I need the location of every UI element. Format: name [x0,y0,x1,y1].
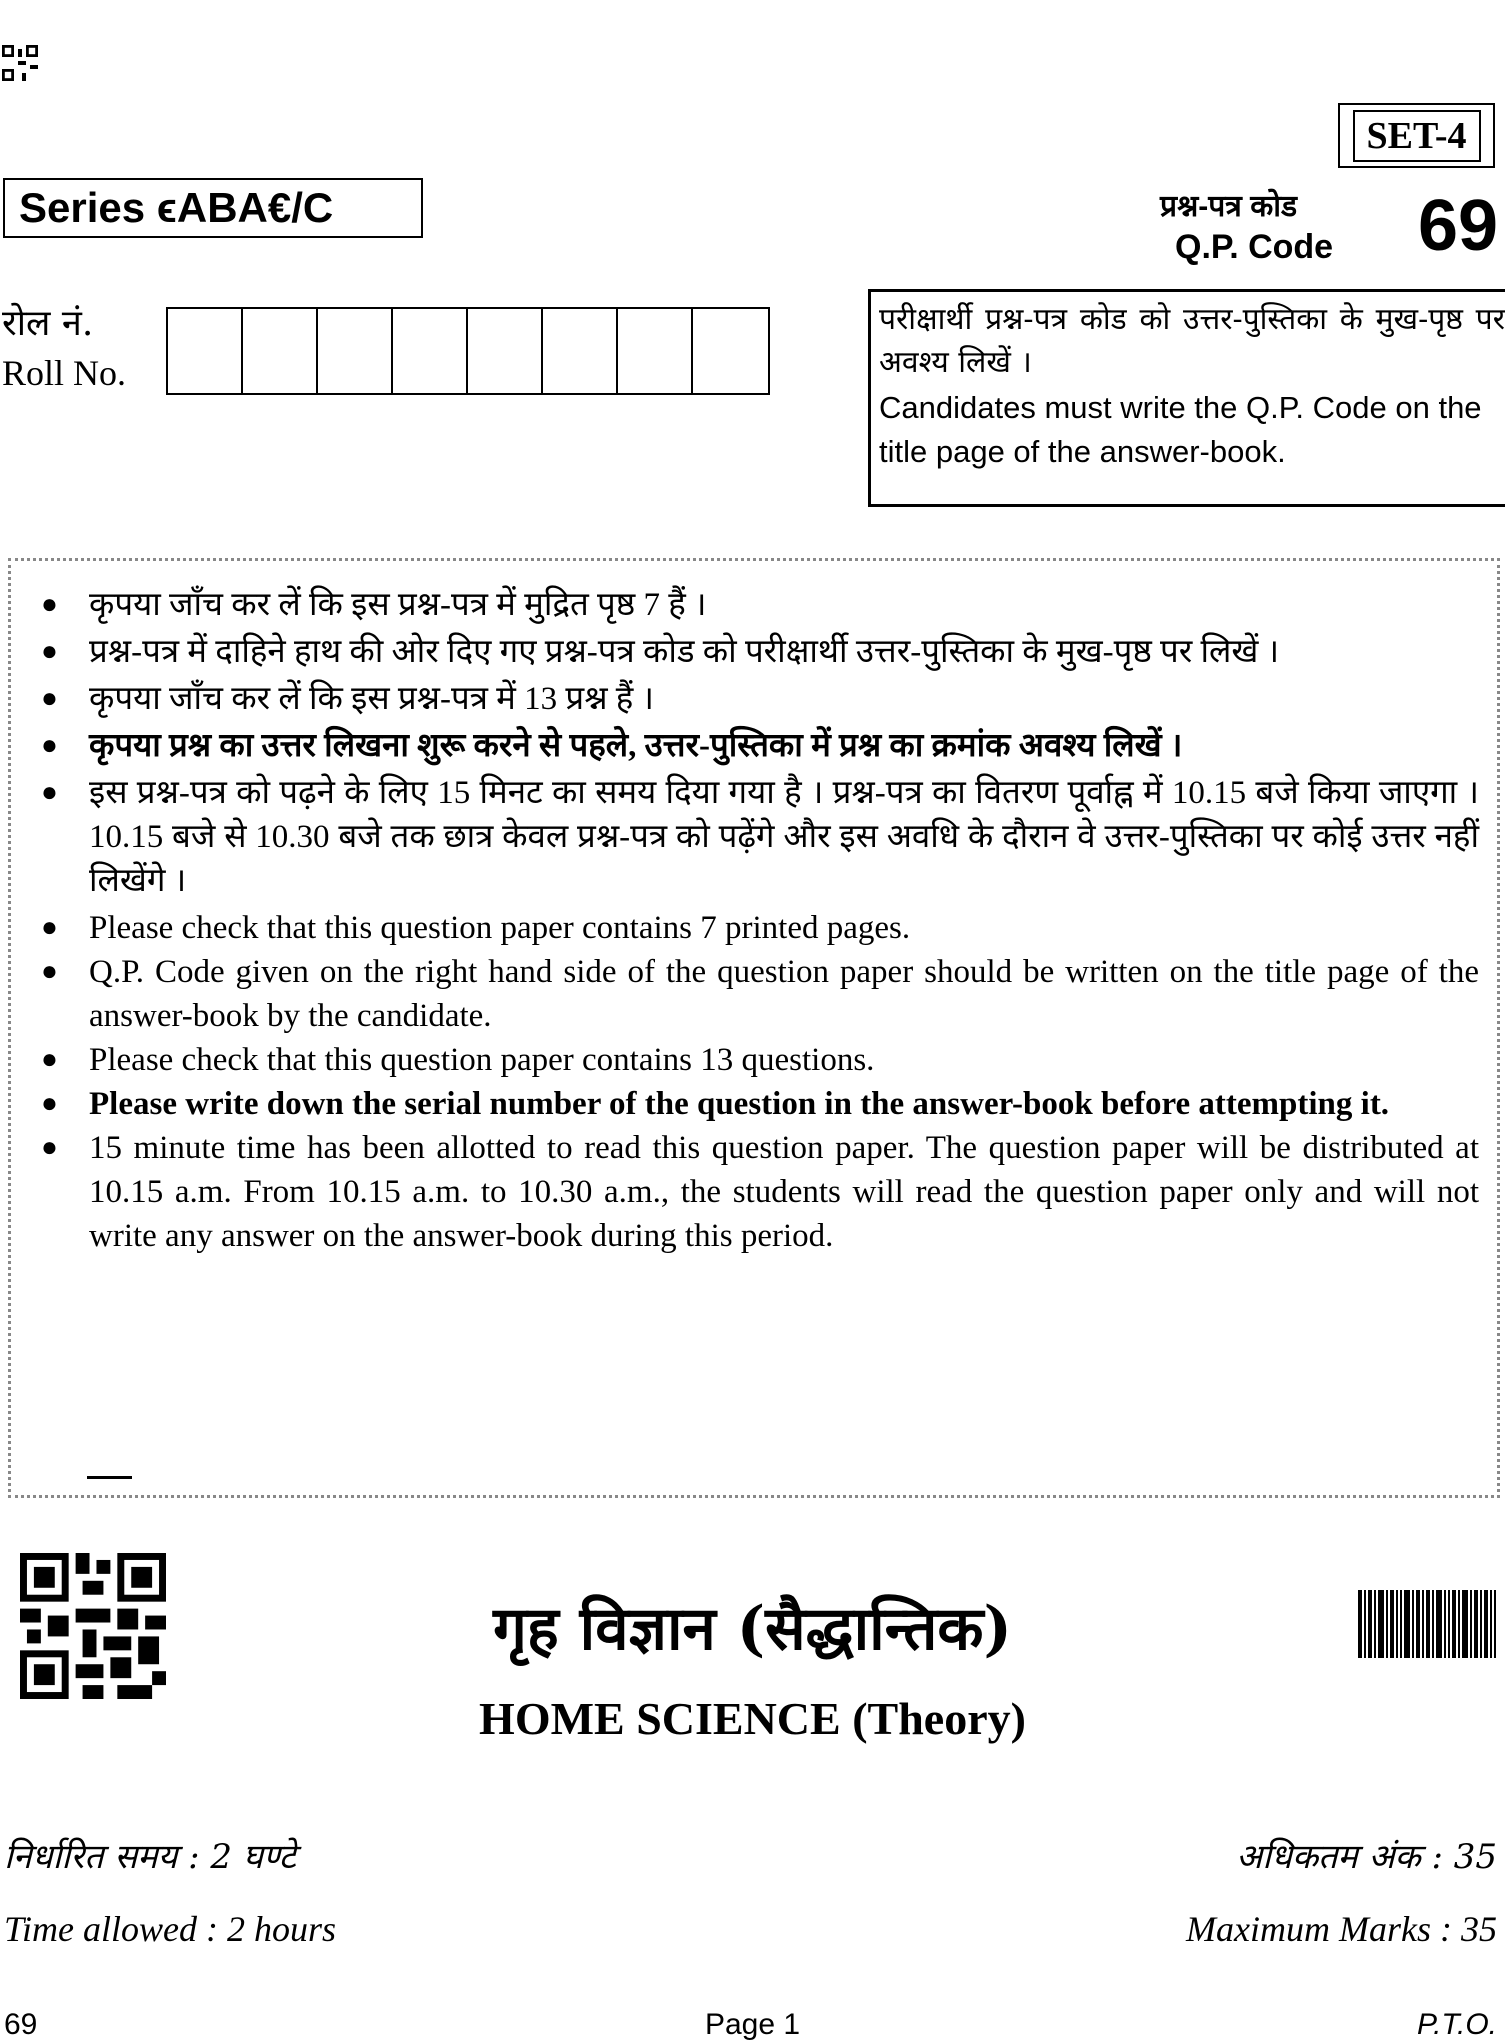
roll-digit-box[interactable] [393,309,468,393]
instruction-text: कृपया प्रश्न का उत्तर लिखना शुरू करने से पहले, उत्तर-पुस्तिका में प्रश्न का क्रमांक अवश्य लिखें । [89,728,1183,764]
divider-dash [87,1476,132,1479]
instruction-item [11,1082,1491,1126]
roll-label: Roll No. [2,353,127,393]
instructions-list [11,583,1491,1258]
code-instruction-english: Candidates must write the Q.P. Code on the title page of the answer-book. [879,390,1482,469]
time-allowed-hindi: निर्धारित समय : 2 घण्टे [4,1837,296,1877]
qp-code-label-hindi: प्रश्न-पत्र कोड [1160,190,1298,223]
instruction-item [11,1126,1491,1258]
subject-title-hindi: गृह विज्ञान (सैद्धान्तिक) [493,1594,1012,1664]
bullet-icon: ● [41,683,58,714]
bullet-icon: ● [41,956,58,987]
general-instructions-box [8,558,1500,1498]
bullet-icon: ● [41,730,58,761]
qp-code-label: Q.P. Code [1175,228,1334,266]
instruction-item [11,677,1491,721]
instruction-item [11,906,1491,950]
instruction-text: Please write down the serial number of the question in the answer-book before attempting it. [89,1086,1390,1122]
instruction-item [11,771,1491,903]
code-instruction-box [868,289,1505,507]
instruction-text: कृपया जाँच कर लें कि इस प्रश्न-पत्र में मुद्रित पृष्ठ 7 हैं । [89,587,707,623]
instruction-item [11,724,1491,768]
bullet-icon: ● [41,589,58,620]
bullet-icon: ● [41,777,58,808]
set-label-box [1338,103,1495,168]
instruction-text: Please check that this question paper contains 7 printed pages. [89,910,911,946]
bullet-icon: ● [41,636,58,667]
bullet-icon: ● [41,912,58,943]
maximum-marks: Maximum Marks : 35 [1186,1909,1497,1949]
instruction-item [11,950,1491,1038]
time-allowed: Time allowed : 2 hours [4,1909,337,1949]
footer-paper-code: 69 [4,2008,38,2041]
roll-digit-box[interactable] [243,309,318,393]
instruction-text: इस प्रश्न-पत्र को पढ़ने के लिए 15 मिनट का समय दिया गया है । प्रश्न-पत्र का वितरण पूर्वाह्न में 10.15 बजे किया जाएगा । 10.15 बजे से 10.30 बजे तक छात्र केवल प्रश्न-पत्र को पढ़ेंगे और इस अवधि के दौरान वे उत्तर-पुस्तिका पर कोई उत्तर नहीं लिखेंगे । [89,775,1479,899]
roll-label-hindi: रोल नं. [2,303,94,344]
footer-pto: P.T.O. [1416,2008,1497,2041]
roll-digit-box[interactable] [693,309,768,393]
roll-digit-box[interactable] [318,309,393,393]
bullet-icon: ● [41,1132,58,1163]
footer-page-number: Page 1 [704,2008,801,2041]
code-instruction-hindi: परीक्षार्थी प्रश्न-पत्र कोड को उत्तर-पुस्तिका के मुख-पृष्ठ पर अवश्य लिखें । [879,302,1505,380]
instruction-item [11,583,1491,627]
set-label: SET-4 [1353,110,1481,162]
roll-digit-box[interactable] [543,309,618,393]
bullet-icon: ● [41,1044,58,1075]
bullet-icon: ● [41,1088,58,1119]
maximum-marks-hindi: अधिकतम अंक : 35 [1236,1837,1497,1877]
instruction-item [11,1038,1491,1082]
subject-title: HOME SCIENCE (Theory) [479,1693,1026,1744]
roll-digit-box[interactable] [168,309,243,393]
roll-number-boxes[interactable] [166,307,770,395]
instruction-text: कृपया जाँच कर लें कि इस प्रश्न-पत्र में 13 प्रश्न हैं । [89,681,655,717]
roll-digit-box[interactable] [618,309,693,393]
instruction-text: 15 minute time has been allotted to read this question paper. The question paper will be distributed at 10.15 a.m. From 10.15 a.m. to 10.30 a.m., the students will read the question paper only and will not write any answer on the answer-book during this period. [89,1130,1479,1254]
instruction-text: प्रश्न-पत्र में दाहिने हाथ की ओर दिए गए प्रश्न-पत्र कोड को परीक्षार्थी उत्तर-पुस्तिका के मुख-पृष्ठ पर लिखें । [89,634,1280,670]
qp-code-value: 69 [1418,186,1499,266]
instruction-item [11,630,1491,674]
small-qr-code-icon [2,45,38,81]
instruction-text: Q.P. Code given on the right hand side of the question paper should be written on the title page of the answer-book by the candidate. [89,954,1479,1034]
instruction-text: Please check that this question paper contains 13 questions. [89,1042,875,1078]
barcode-icon [1358,1590,1496,1658]
series-label: Series ϵABA€/C [3,178,423,238]
roll-digit-box[interactable] [468,309,543,393]
